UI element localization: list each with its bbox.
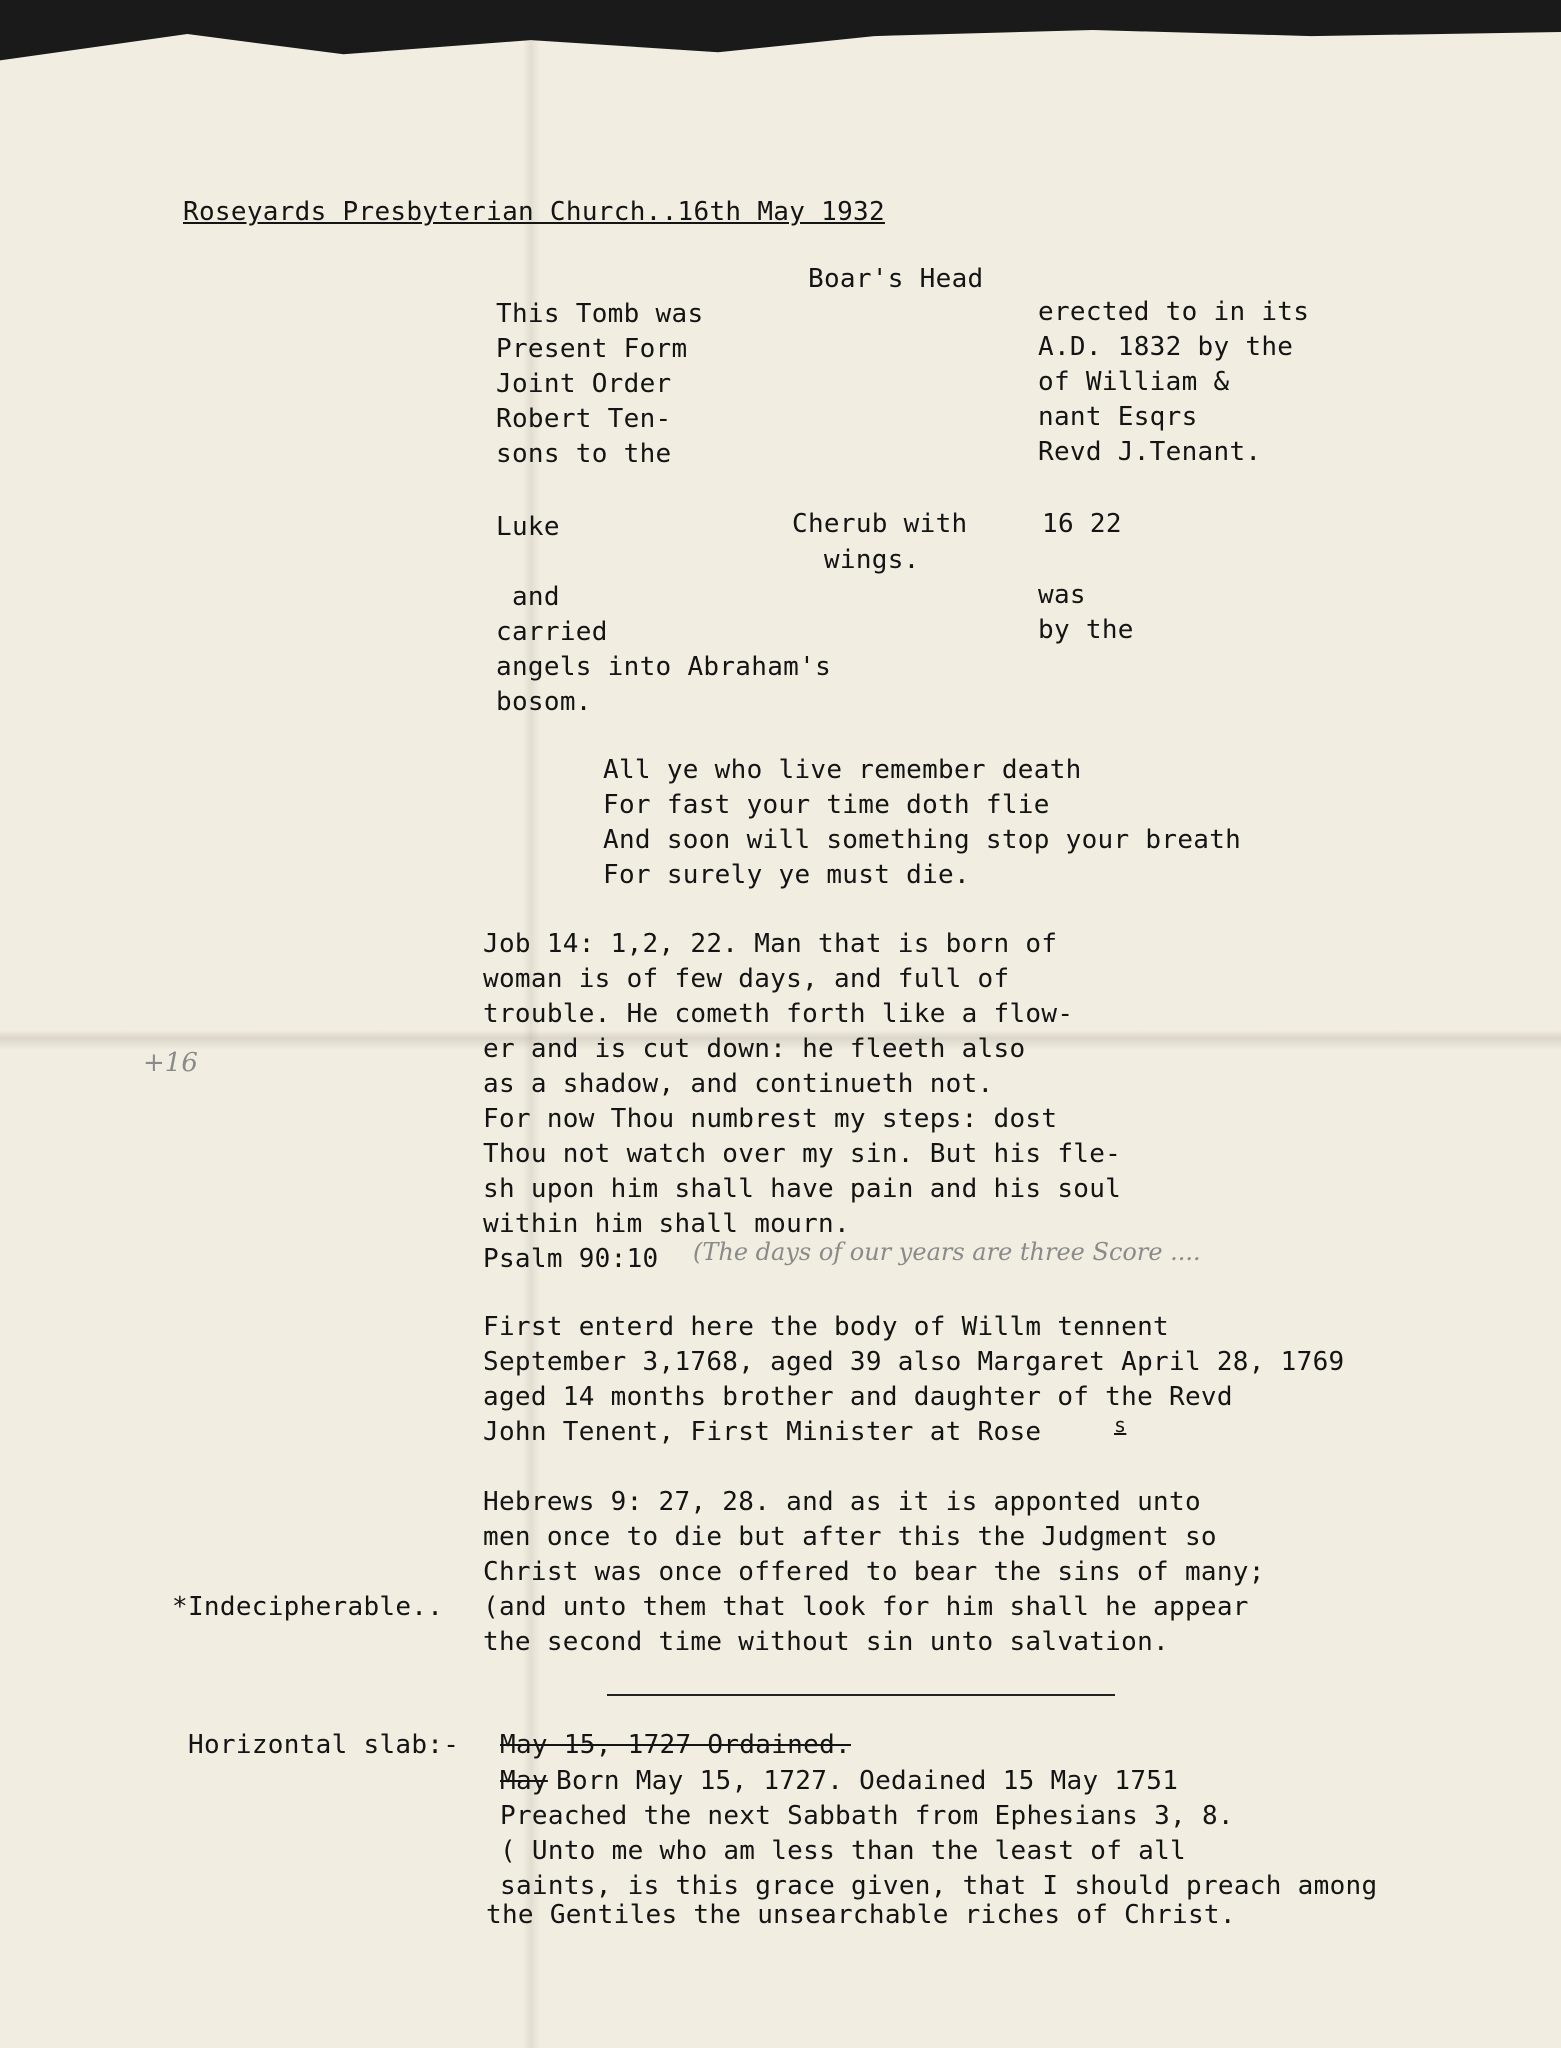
job-line: within him shall mourn. [483, 1209, 850, 1239]
job-line: woman is of few days, and full of [483, 964, 1010, 994]
luke-right-line: was [1038, 580, 1086, 610]
tomb-right-line: Revd J.Tenant. [1038, 437, 1262, 467]
emblem-cherub: Cherub with [792, 509, 968, 539]
tomb-left-line: Present Form [496, 334, 688, 364]
slab-birth-line: Born May 15, 1727. Oedained 15 May 1751 [556, 1766, 1179, 1796]
slab-line: saints, is this grace given, that I should preach among [500, 1871, 1378, 1901]
luke-line: bosom. [496, 687, 592, 717]
tomb-left-line: sons to the [496, 439, 672, 469]
hebrews-line: Hebrews 9: 27, 28. and as it is apponted unto [483, 1487, 1201, 1517]
slab-struck-line: May 15, 1727 Ordained. [500, 1730, 851, 1760]
tomb-right-line: nant Esqrs [1038, 402, 1198, 432]
job-line: trouble. He cometh forth like a flow- [483, 999, 1074, 1029]
luke-reference: 16 22 [1042, 509, 1122, 539]
luke-line: Luke [496, 512, 560, 542]
slab-line: ( Unto me who am less than the least of all [500, 1836, 1186, 1866]
first-entered-passage [483, 1310, 1344, 1450]
hebrews-line: Christ was once offered to bear the sins of many; [483, 1557, 1265, 1587]
first-entered-line: John Tenent, First Minister at Rose [483, 1417, 1042, 1447]
slab-struck-word: May [500, 1766, 548, 1796]
tomb-inscription-left [496, 297, 703, 472]
indecipherable-note: *Indecipherable.. [172, 1592, 444, 1622]
memento-mori-verse [603, 753, 1241, 893]
tomb-right-line: erected to in its [1038, 297, 1310, 327]
luke-line: and [496, 582, 560, 612]
verse-line: For surely ye must die. [603, 860, 970, 890]
hebrews-passage [483, 1485, 1265, 1660]
tomb-left-line: Joint Order [496, 369, 672, 399]
margin-note: +16 [143, 1048, 198, 1078]
emblem-cherub-wings: wings. [792, 545, 920, 575]
verse-line: All ye who live remember death [603, 755, 1082, 785]
psalm-handwritten-note: (The days of our years are three Score .... [693, 1238, 1201, 1266]
emblem-boars-head: Boar's Head [808, 264, 984, 294]
job-line: as a shadow, and continueth not. [483, 1069, 994, 1099]
document-heading: Roseyards Presbyterian Church..16th May 1932 [183, 197, 885, 227]
tomb-right-line: of William & [1038, 367, 1230, 397]
verse-line: And soon will something stop your breath [603, 825, 1242, 855]
tomb-right-line: A.D. 1832 by the [1038, 332, 1294, 362]
tomb-left-line: This Tomb was [496, 299, 704, 329]
tomb-inscription-right [1038, 295, 1309, 470]
hebrews-line: the second time without sin unto salvation. [483, 1627, 1169, 1657]
first-entered-line: September 3,1768, aged 39 also Margaret April 28, 1769 [483, 1347, 1345, 1377]
slab-passage [486, 1799, 1378, 1933]
luke-right-line: by the [1038, 615, 1134, 645]
job-line: sh upon him shall have pain and his soul [483, 1174, 1122, 1204]
luke-line: carried [496, 617, 608, 647]
slab-line: Preached the next Sabbath from Ephesians 3, 8. [500, 1801, 1234, 1831]
hebrews-line: (and unto them that look for him shall he appear [483, 1592, 1249, 1622]
job-line: Job 14: 1,2, 22. Man that is born of [483, 929, 1058, 959]
job-passage [483, 927, 1121, 1277]
slab-line: the Gentiles the unsearchable riches of Christ. [486, 1900, 1236, 1930]
tomb-left-line: Robert Ten- [496, 404, 672, 434]
section-divider [607, 1694, 1115, 1696]
job-line: er and is cut down: he fleeth also [483, 1034, 1026, 1064]
verse-line: For fast your time doth flie [603, 790, 1050, 820]
first-entered-line: aged 14 months brother and daughter of the Revd [483, 1382, 1233, 1412]
hebrews-line: men once to die but after this the Judgment so [483, 1522, 1217, 1552]
job-line: For now Thou numbrest my steps: dost [483, 1104, 1058, 1134]
rose-suffix: s [1114, 1413, 1127, 1437]
job-line: Psalm 90:10 [483, 1244, 659, 1274]
first-entered-line: First enterd here the body of Willm tennent [483, 1312, 1169, 1342]
job-line: Thou not watch over my sin. But his fle- [483, 1139, 1122, 1169]
slab-label: Horizontal slab:- [188, 1730, 460, 1760]
luke-line: angels into Abraham's [496, 652, 832, 682]
